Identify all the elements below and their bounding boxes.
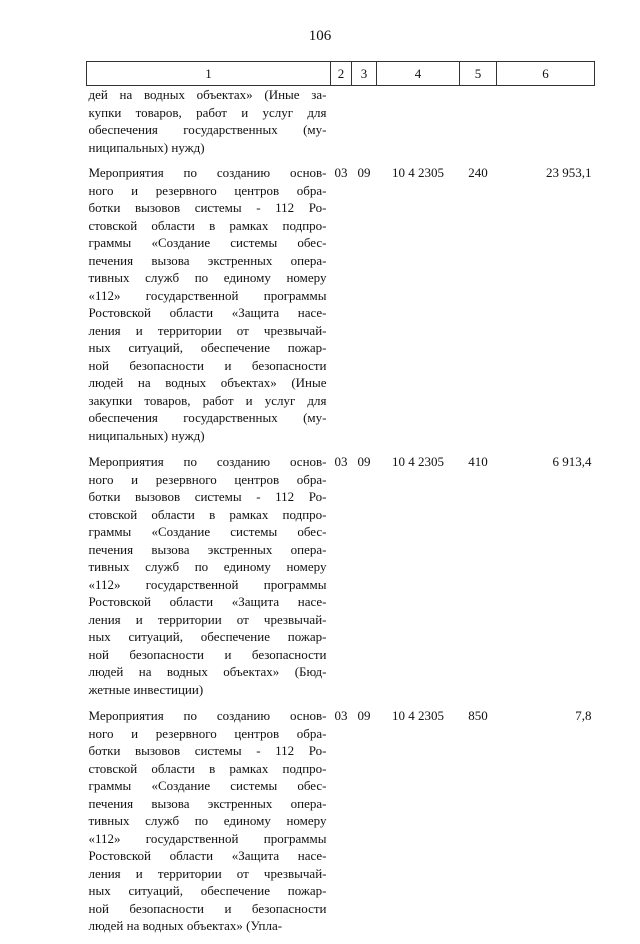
description-line: Ростовской области «Защита насе-	[88, 594, 327, 609]
description-line: людей на водных объектах» (Иные	[88, 375, 327, 390]
description-line: Мероприятия по созданию основ-	[88, 454, 327, 469]
description-line: ных ситуаций, обеспечение пожар-	[88, 883, 327, 898]
description-line: ной безопасности и безопасности	[88, 357, 327, 373]
description-line: закупки товаров, работ и услуг для	[88, 392, 327, 408]
description-line: ботки вызовов системы - 112 Ро-	[88, 743, 327, 758]
description-line: людей на водных объектах» (Упла-	[88, 918, 283, 933]
cell-pr: 09	[357, 454, 371, 469]
table-row	[87, 707, 595, 944]
cell-sum: 6 913,4	[552, 454, 592, 469]
description-line: тивных служб по единому номеру	[88, 559, 327, 574]
table-body	[87, 86, 595, 944]
column-header-5: 5	[460, 62, 497, 86]
description-line: ниципальных) нужд)	[88, 427, 205, 443]
description-line: ного и резервного центров обра-	[88, 471, 327, 487]
description-line: ботки вызовов системы - 112 Ро-	[88, 200, 327, 215]
cell-sum: 23 953,1	[546, 165, 592, 180]
description-line: ных ситуаций, обеспечение пожар-	[88, 629, 327, 644]
description-line: стовской области в рамках подпро-	[88, 506, 327, 522]
row-description	[87, 453, 331, 707]
column-header-2: 2	[331, 62, 352, 86]
description-line: граммы «Создание системы обес-	[88, 778, 327, 793]
cell-vr: 410	[468, 454, 488, 469]
cell-csr: 10 4 2305	[392, 708, 444, 723]
cell-rz: 03	[334, 165, 348, 180]
column-header-3: 3	[352, 62, 377, 86]
description-line: стовской области в рамках подпро-	[88, 760, 327, 776]
table-row	[87, 453, 595, 707]
description-line: граммы «Создание системы обес-	[88, 235, 327, 250]
header-row	[87, 62, 595, 86]
cell-sum: 7,8	[575, 708, 592, 723]
description-line: тивных служб по единому номеру	[88, 813, 327, 828]
description-line: обеспечения государственных (му-	[88, 410, 327, 425]
description-line: купки товаров, работ и услуг для	[88, 104, 327, 120]
cell-vr: 240	[468, 165, 488, 180]
column-header-6: 6	[497, 62, 595, 86]
description-line: ления и территории от чрезвычай-	[88, 865, 327, 881]
description-line: ного и резервного центров обра-	[88, 725, 327, 741]
cell-vr: 850	[468, 708, 488, 723]
row-description	[87, 707, 331, 944]
description-line: ной безопасности и безопасности	[88, 900, 327, 916]
row-description	[87, 164, 331, 453]
column-header-4: 4	[377, 62, 460, 86]
description-line: ления и территории от чрезвычай-	[88, 611, 327, 627]
table-header	[87, 62, 595, 86]
description-line: «112» государственной программы	[88, 287, 327, 303]
description-line: стовской области в рамках подпро-	[88, 217, 327, 233]
description-line: Мероприятия по созданию основ-	[88, 708, 327, 723]
description-line: обеспечения государственных (му-	[88, 122, 327, 137]
description-line: Мероприятия по созданию основ-	[88, 165, 327, 180]
description-line: Ростовской области «Защита насе-	[88, 848, 327, 863]
description-line: ной безопасности и безопасности	[88, 646, 327, 662]
description-line: граммы «Создание системы обес-	[88, 524, 327, 539]
description-line: Ростовской области «Защита насе-	[88, 305, 327, 320]
description-line: дей на водных объектах» (Иные за-	[88, 87, 327, 102]
description-line: жетные инвестиции)	[88, 681, 204, 697]
table-row	[87, 164, 595, 453]
description-line: ных ситуаций, обеспечение пожар-	[88, 340, 327, 355]
description-line: ботки вызовов системы - 112 Ро-	[88, 489, 327, 504]
page-number: 106	[308, 28, 332, 44]
cell-pr: 09	[357, 708, 371, 723]
row-description	[87, 86, 331, 165]
description-line: ления и территории от чрезвычай-	[88, 322, 327, 338]
description-line: людей на водных объектах» (Бюд-	[88, 664, 327, 679]
description-line: тивных служб по единому номеру	[88, 270, 327, 285]
cell-csr: 10 4 2305	[392, 454, 444, 469]
cell-pr: 09	[357, 165, 371, 180]
cell-rz: 03	[334, 454, 348, 469]
description-line: «112» государственной программы	[88, 576, 327, 592]
table-row-continuation	[87, 86, 595, 165]
description-line: «112» государственной программы	[88, 830, 327, 846]
cell-rz: 03	[334, 708, 348, 723]
description-line: печения вызова экстренных опера-	[88, 252, 327, 268]
budget-table	[86, 61, 595, 944]
cell-csr: 10 4 2305	[392, 165, 444, 180]
description-line: ного и резервного центров обра-	[88, 182, 327, 198]
description-line: печения вызова экстренных опера-	[88, 795, 327, 811]
description-line: ниципальных) нужд)	[88, 139, 205, 155]
description-line: печения вызова экстренных опера-	[88, 541, 327, 557]
column-header-1: 1	[87, 62, 331, 86]
